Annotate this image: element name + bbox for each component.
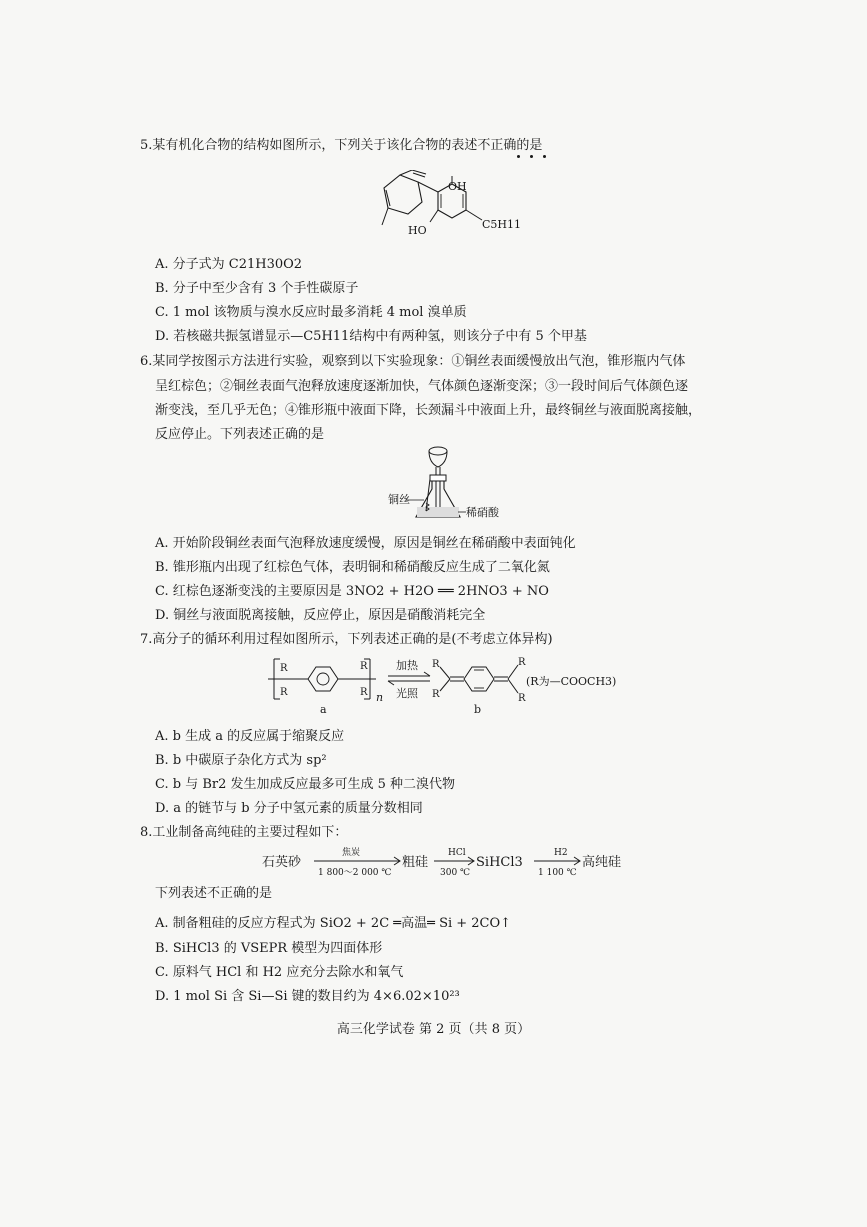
r-label: R xyxy=(518,693,526,704)
q5-option-d: D. 若核磁共振氢谱显示—C5H11结构中有两种氢，则该分子中有 5 个甲基 xyxy=(155,329,587,344)
q8-option-b: B. SiHCl3 的 VSEPR 模型为四面体形 xyxy=(155,941,383,956)
n-label: n xyxy=(376,691,384,704)
r-label: R xyxy=(432,659,440,670)
coke-label: 焦炭 xyxy=(342,848,361,858)
r-label: R xyxy=(280,663,288,674)
r-label: R xyxy=(360,661,368,672)
chain-label: C5H11 xyxy=(482,218,522,231)
r-definition-note: (R为—COOCH3) xyxy=(526,675,617,688)
q7-stem: 7.高分子的循环利用过程如图所示，下列表述正确的是(不考虑立体异构) xyxy=(140,632,553,647)
sihcl3-label: SiHCl3 xyxy=(476,855,523,870)
q5-stem: 5.某有机化合物的结构如图所示，下列关于该化合物的表述不正确的是 xyxy=(140,138,543,153)
q7-option-c: C. b 与 Br2 发生加成反应最多可生成 5 种二溴代物 xyxy=(155,777,456,792)
h2-label: H2 xyxy=(554,848,568,858)
copper-wire-label: 铜丝 xyxy=(388,493,410,506)
hcl-label: HCl xyxy=(448,848,466,858)
q5-structure-figure xyxy=(360,170,530,250)
light-label: 光照 xyxy=(396,687,418,700)
q6-option-d: D. 铜丝与液面脱离接触，反应停止，原因是硝酸消耗完全 xyxy=(155,608,486,623)
q8-sub-stem: 下列表述不正确的是 xyxy=(155,886,273,901)
q5-option-b: B. 分子中至少含有 3 个手性碳原子 xyxy=(155,281,359,296)
q7-option-d: D. a 的链节与 b 分子中氢元素的质量分数相同 xyxy=(155,801,423,816)
quartz-sand-label: 石英砂 xyxy=(262,855,302,870)
temp-2-label: 300 ℃ xyxy=(440,868,471,878)
high-purity-silicon-label: 高纯硅 xyxy=(582,855,622,870)
crude-silicon-label: 粗硅 xyxy=(402,855,429,870)
q8-option-a: A. 制备粗硅的反应方程式为 SiO2 + 2C ═高温═ Si + 2CO↑ xyxy=(155,916,512,931)
q5-option-a: A. 分子式为 C21H30O2 xyxy=(155,257,303,272)
r-label: R xyxy=(280,687,288,698)
temp-3-label: 1 100 ℃ xyxy=(538,868,577,878)
q6-stem-line-4: 反应停止。下列表述正确的是 xyxy=(155,427,325,442)
temp-1-label: 1 800～2 000 ℃ xyxy=(318,868,392,878)
page-footer: 高三化学试卷 第 2 页（共 8 页） xyxy=(336,1022,531,1037)
q6-stem-line-1: 6.某同学按图示方法进行实验，观察到以下实验现象：①铜丝表面缓慢放出气泡，锥形瓶内气体 xyxy=(140,354,686,369)
q8-stem: 8.工业制备高纯硅的主要过程如下： xyxy=(140,825,348,840)
q5-option-c: C. 1 mol 该物质与溴水反应时最多消耗 4 mol 溴单质 xyxy=(155,305,467,320)
label-b: b xyxy=(474,703,482,716)
q8-process-figure xyxy=(262,845,642,879)
heat-label: 加热 xyxy=(396,659,418,672)
q6-option-b: B. 锥形瓶内出现了红棕色气体，表明铜和稀硝酸反应生成了二氧化氮 xyxy=(155,560,550,575)
q6-option-c: C. 红棕色逐渐变浅的主要原因是 3NO2 + H2O ══ 2HNO3 + NO xyxy=(155,584,549,599)
oh-bottom-label: HO xyxy=(408,224,427,237)
r-label: R xyxy=(360,687,368,698)
r-label: R xyxy=(518,657,526,668)
q8-option-d: D. 1 mol Si 含 Si—Si 键的数目约为 4×6.02×10²³ xyxy=(155,989,460,1004)
dilute-nitric-acid-label: 稀硝酸 xyxy=(466,506,499,519)
q7-option-b: B. b 中碳原子杂化方式为 sp² xyxy=(155,753,327,768)
q8-option-c: C. 原料气 HCl 和 H2 应充分去除水和氧气 xyxy=(155,965,404,980)
oh-top-label: OH xyxy=(448,180,467,193)
r-label: R xyxy=(432,689,440,700)
q7-option-a: A. b 生成 a 的反应属于缩聚反应 xyxy=(155,729,345,744)
q6-apparatus-figure xyxy=(386,445,526,525)
q6-option-a: A. 开始阶段铜丝表面气泡释放速度缓慢，原因是铜丝在稀硝酸中表面钝化 xyxy=(155,536,576,551)
q6-stem-line-3: 渐变浅，至几乎无色；④锥形瓶中液面下降，长颈漏斗中液面上升，最终铜丝与液面脱离接触， xyxy=(155,403,702,418)
q7-reaction-figure xyxy=(268,655,648,717)
label-a: a xyxy=(320,703,327,716)
q6-stem-line-2: 呈红棕色；②铜丝表面气泡释放速度逐渐加快，气体颜色逐渐变深；③一段时间后气体颜色逐 xyxy=(155,379,689,394)
